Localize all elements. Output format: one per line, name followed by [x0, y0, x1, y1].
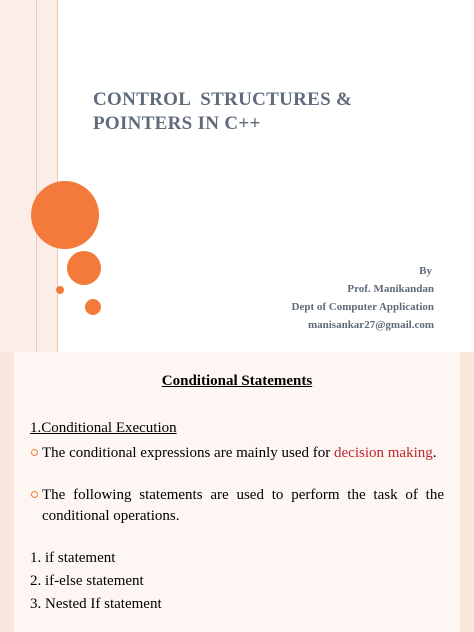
bullet-circle-icon: [31, 449, 38, 456]
list-item: 1. if statement: [30, 550, 116, 566]
bullet-item: [30, 443, 444, 464]
small-circle-decoration: [85, 299, 101, 315]
bullet-text: The conditional expressions are mainly used for: [42, 445, 331, 461]
list-item: 2. if-else statement: [30, 573, 144, 589]
author-name: Prof. Manikandan: [347, 283, 434, 295]
decorative-line: [57, 0, 58, 352]
decorative-band-right: [460, 352, 474, 632]
slide-heading: Conditional Statements: [161, 373, 313, 389]
by-label: By: [419, 265, 432, 277]
content-slide: [0, 352, 474, 632]
tiny-circle-decoration: [56, 286, 64, 294]
bullet-punctuation: .: [432, 445, 437, 461]
author-department: Dept of Computer Application: [291, 301, 434, 313]
highlighted-text: decision making: [334, 445, 433, 461]
bullet-item: [30, 485, 444, 527]
bullet-text: The following statements are used to perform the task of the conditional operations.: [42, 487, 444, 524]
title-line-1: CONTROL STRUCTURES &: [93, 89, 353, 110]
section-subheading: 1.Conditional Execution: [30, 420, 177, 436]
list-item: 3. Nested If statement: [30, 596, 162, 612]
bullet-circle-icon: [31, 491, 38, 498]
title-line-2: POINTERS IN C++: [93, 113, 261, 134]
decorative-line: [36, 0, 37, 352]
large-circle-decoration: [31, 181, 99, 249]
medium-circle-decoration: [67, 251, 101, 285]
author-email: manisankar27@gmail.com: [307, 319, 434, 331]
slide-title: [93, 88, 453, 136]
decorative-band-left: [0, 352, 14, 632]
decorative-band: [0, 0, 57, 352]
author-block: [292, 262, 435, 334]
